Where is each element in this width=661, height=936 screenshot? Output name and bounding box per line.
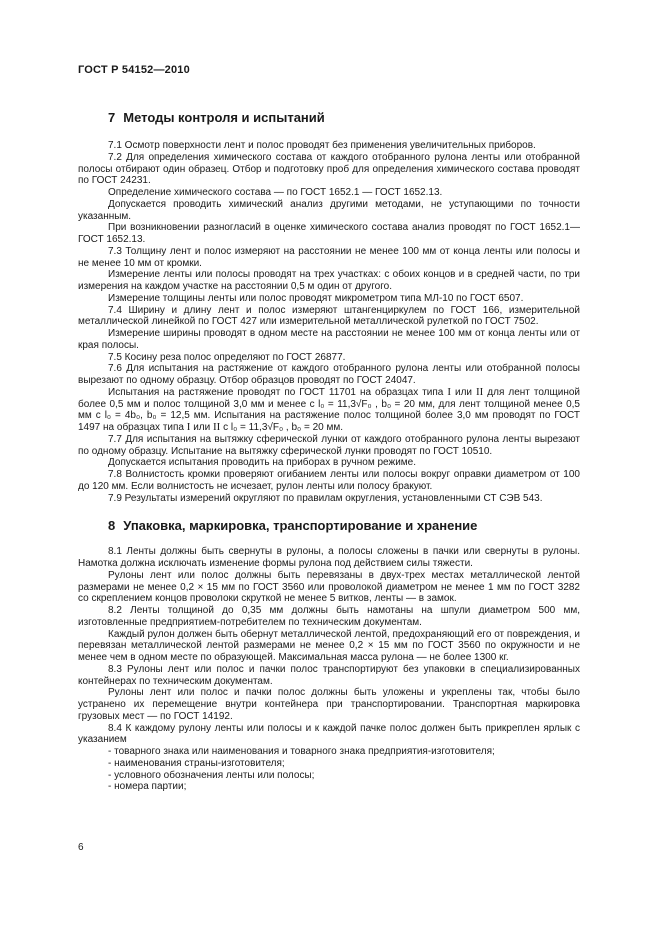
paragraph: Допускается проводить химический анализ другими методами, не уступающими по точности указанным. — [78, 198, 580, 222]
text-run: для лент толщиной более 0,5 мм и полос толщиной 3,0 мм и менее с — [78, 386, 580, 410]
type-roman: II — [213, 421, 221, 433]
text-run: Испытания на растяжение проводят по ГОСТ 11701 на образцах типа — [108, 386, 448, 398]
type-roman: I — [186, 421, 191, 433]
paragraph: Измерение ленты или полосы проводят на трех участках: с обоих концов и в средней части, по три измерения на каждом участке на расстоянии 0,5 м один от другого. — [78, 269, 580, 292]
paragraph-8-1: 8.1 Ленты должны быть свернуты в рулоны, а полосы сложены в пачки или свернуты в рулоны. Намотка должна исключать изменение формы рулона под действием силы тяжести. — [78, 546, 580, 569]
paragraph-7-1: 7.1 Осмотр поверхности лент и полос проводят без применения увеличительных приборов. — [108, 140, 536, 151]
list-item: - наименования страны-изготовителя; — [108, 757, 285, 769]
text-run: . Испытания на растяжение полос толщиной более 3,0 мм проводят по ГОСТ 1497 на образцах типа — [78, 410, 580, 433]
type-roman: II — [475, 385, 484, 398]
paragraph: При возникновении разногласий в оценке химического состава анализ проводят по ГОСТ 1652.1—ГОСТ 1652.13. — [78, 222, 580, 245]
text-run: или — [451, 386, 476, 398]
section-8-number: 8 — [108, 518, 116, 534]
section-8-heading — [78, 518, 580, 534]
paragraph-8-4: 8.4 К каждому рулону ленты или полосы и к каждой пачке полос должен быть прикреплен ярлык с указанием — [78, 722, 580, 746]
formula: l₀ = 11,3√F₀ , b₀ = 20 мм — [318, 398, 433, 410]
paragraph-8-3: 8.3 Рулоны лент или полос и пачки полос транспортируют без упаковки в специализированных контейнерах по техническим документам. — [78, 663, 580, 687]
text-run: , для лент толщиной менее 0,5 мм с — [78, 398, 580, 422]
paragraph: Определение химического состава — по ГОСТ 1652.1 — ГОСТ 1652.13. — [108, 187, 443, 198]
list-item: - номера партии; — [108, 781, 187, 793]
section-8-title: Упаковка, маркировка, транспортирование и хранение — [123, 518, 478, 534]
list-item: - товарного знака или наименования и товарного знака предприятия-изготовителя; — [108, 746, 495, 757]
paragraph-7-4: 7.4 Ширину и длину лент и полос измеряют штангенциркулем по ГОСТ 166, измерительной металлической линейкой по ГОСТ 427 или измерительной металлической рулеткой по ГОСТ 7502. — [78, 304, 580, 328]
page-content — [78, 94, 580, 793]
paragraph-8-2: 8.2 Ленты толщиной до 0,35 мм должны быть намотаны на шпули диаметром 500 мм, изготовленные предприятием-потребителем по техническим документам. — [78, 605, 580, 628]
paragraph-7-5: 7.5 Косину реза полос определяют по ГОСТ 26877. — [108, 351, 346, 363]
page-number: 6 — [78, 842, 84, 853]
paragraph: Рулоны лент или полос должны быть перевязаны в двух-трех местах металлической лентой размерами не менее 0,2 × 15 мм по ГОСТ 3560 или проволокой диаметром не менее 1 мм по ГОСТ 3282 со скреплением концов проволоки скруткой не менее 5 витков, ленты — в замок. — [78, 569, 580, 605]
text-run: с — [220, 422, 231, 433]
type-roman: I — [447, 385, 451, 398]
paragraph-7-6: 7.6 Для испытания на растяжение от каждого отобранного рулона ленты или отобранной полосы вырезают по одному образцу. Отбор образцов проводят по ГОСТ 24047. — [78, 363, 580, 386]
paragraph-tensile-test — [78, 387, 580, 434]
paragraph: Измерение толщины ленты или полос проводят микрометром типа МЛ-10 по ГОСТ 6507. — [108, 292, 524, 304]
standard-header: ГОСТ Р 54152—2010 — [78, 64, 190, 76]
paragraph-7-3: 7.3 Толщину лент и полос измеряют на расстоянии не менее 100 мм от конца ленты или полосы и не менее 10 мм от кромки. — [78, 245, 580, 269]
text-run: . — [340, 422, 344, 433]
list-item: - условного обозначения ленты или полосы; — [108, 769, 315, 781]
paragraph-7-9: 7.9 Результаты измерений округляют по правилам округления, установленными СТ СЭВ 543. — [108, 492, 543, 504]
text-run: или — [190, 422, 214, 433]
paragraph: Измерение ширины проводят в одном месте на расстоянии не менее 100 мм от конца ленты или от края полосы. — [78, 328, 580, 351]
paragraph: Допускается испытания проводить на приборах в ручном режиме. — [108, 457, 416, 469]
section-7-heading — [78, 110, 580, 126]
paragraph: Каждый рулон должен быть обернут металлической лентой, предохраняющий его от повреждения, и перевязан металлической лентой размерами не менее 0,2 × 15 мм по ГОСТ 3560 по окружности и не менее чем в одном месте по образующей. Максимальная масса рулона — не более 1300 кг. — [78, 628, 580, 663]
paragraph: Рулоны лент или полос и пачки полос должны быть уложены и укреплены так, чтобы было устранено их перемещение внутри контейнера при транспортировании. Транспортная маркировка грузовых мест — по ГОСТ 14192. — [78, 687, 580, 722]
paragraph-7-7: 7.7 Для испытания на вытяжку сферической лунки от каждого отобранного рулона ленты вырезают по одному образцу. Испытание на вытяжку сферической лунки проводят по ГОСТ 10510. — [78, 433, 580, 457]
paragraph-7-8: 7.8 Волнистость кромки проверяют огибанием ленты или полосы вокруг оправки диаметром от 100 до 120 мм. Если волнистость не исчезает, рулон ленты или полосу бракуют. — [78, 469, 580, 492]
section-7-title: Методы контроля и испытаний — [123, 110, 325, 125]
formula: l₀ = 11,3√F₀ , b₀ = 20 мм — [230, 422, 341, 433]
section-7-number: 7 — [108, 110, 116, 125]
paragraph-7-2: 7.2 Для определения химического состава от каждого отобранного рулона ленты или отобранной полосы отбирают один образец. Отбор и подготовку проб для определения химического состава проводят по ГОСТ 24231. — [78, 151, 580, 187]
formula: l₀ = 4b₀, b₀ = 12,5 мм — [104, 410, 208, 422]
